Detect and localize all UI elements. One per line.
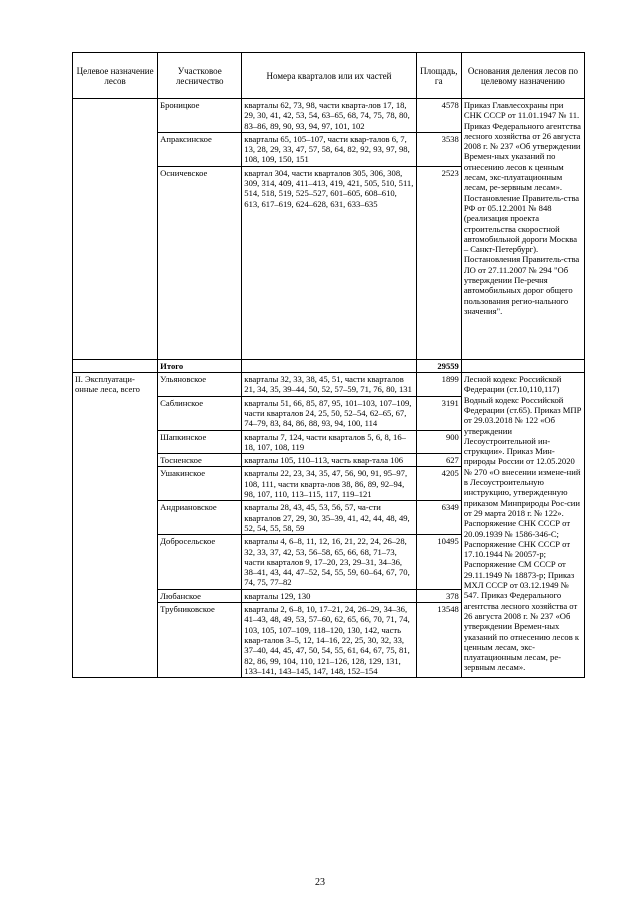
header-quarters: Номера кварталов или их частей <box>242 53 416 99</box>
district-cell: Саблинское <box>158 396 242 430</box>
area-cell: 3538 <box>416 132 461 166</box>
document-page <box>72 52 585 678</box>
total-label: Итого <box>158 359 242 372</box>
district-cell: Тосненское <box>158 454 242 467</box>
district-cell: Любанское <box>158 589 242 602</box>
header-basis: Основания деления лесов по целевому назначению <box>461 53 584 99</box>
quarters-cell: кварталы 129, 130 <box>242 589 416 602</box>
quarters-cell: кварталы 4, 6–8, 11, 12, 16, 21, 22, 24, 26–28, 32, 33, 37, 42, 53, 56–58, 65, 66, 68, 71–73, части кварталов 9, 17–20, 23, 29–31, 34–36, 38–41, 43, 44, 47–52, 54, 55, 59, 60–64, 67, 70, 74, 75, 77–82 <box>242 535 416 589</box>
quarters-cell: кварталы 2, 6–8, 10, 17–21, 24, 26–29, 34–36, 41–43, 48, 49, 53, 57–60, 62, 65, 66, 70, 71, 74, 103, 105, 107–109, 118–120, 130, 142, часть квар-талов 3–5, 12, 14–16, 22, 25, 30, 32, 33, 37–40, 44, 45, 47, 50, 54, 55, 61, 64, 67, 75, 81, 82, 86, 99, 104, 110, 121–126, 128, 129, 131, 133–141, 143–145, 147, 148, 152–154 <box>242 603 416 678</box>
district-cell: Ульяновское <box>158 373 242 397</box>
header-area: Площадь, га <box>416 53 461 99</box>
quarters-cell: кварталы 28, 43, 45, 53, 56, 57, ча-сти кварталов 27, 29, 30, 35–39, 41, 42, 44, 48, 49, 52, 54, 55, 58, 59 <box>242 501 416 535</box>
area-cell: 900 <box>416 430 461 454</box>
district-cell: Ушакинское <box>158 467 242 501</box>
district-cell: Броницкое <box>158 99 242 133</box>
area-cell: 627 <box>416 454 461 467</box>
basis-cell: Лесной кодекс Российской Федерации (ст.10,110,117) Водный кодекс Российской Федерации (ст.65). Приказ МПР от 29.03.2018 № 122 «Об утверждении Лесоустроительной ин-струкции». Приказ Мин-природы России от 12.05.2020 № 270 «О внесении измене-ний в Лесоустроительную инструкцию, утвержденную приказом Минприроды Рос-сии от 29 марта 2018 г. № 122». Распоряжение СНК СССР от 20.09.1939 № 1586-346-С; Распоряжение СНК СССР от 17.10.1944 № 20057-р; Распоряжение СМ СССР от 29.11.1949 № 18873-р; Приказ МХЛ СССР от 03.12.1949 № 547. Приказ Федерального агентства лесного хозяйства от 26 августа 2008 г. № 237 «Об утверждении Времен-ных указаний по отнесению лесов к ценным лесам, экс-плуатационным лесам, ре-зервным лесам». <box>461 373 584 678</box>
area-cell: 10495 <box>416 535 461 589</box>
district-cell: Андриановское <box>158 501 242 535</box>
basis-cell: Приказ Главлесохраны при СНК СССР от 11.01.1947 № 11. Приказ Федерального агентства лесного хозяйства от 26 августа 2008 г. № 237 «Об утверждении Времен-ных указаний по отнесению лесов к ценным лесам, экс-плуатационным лесам, ре-зервным лесам». Постановление Правитель-ства РФ от 05.12.2001 № 848 (реализация проекта строительства скоростной автомобильной дороги Москва – Санкт-Петербург). Постановления Правитель-ства ЛО от 27.11.2007 № 294 "Об утверждении Пе-речня автомобильных дорог общего пользования регио-нального значения". <box>461 99 584 360</box>
purpose-cell: II. Эксплуатаци-онные леса, всего <box>73 373 158 678</box>
area-cell: 1899 <box>416 373 461 397</box>
table-row <box>73 99 585 133</box>
area-cell: 13548 <box>416 603 461 678</box>
purpose-cell-empty <box>73 99 158 360</box>
total-purpose-empty <box>73 359 158 372</box>
quarters-cell: кварталы 62, 73, 98, части кварта-лов 17, 18, 29, 30, 41, 42, 53, 54, 63–65, 68, 74, 75, 78, 80, 83–86, 89, 90, 93, 94, 97, 101, 102 <box>242 99 416 133</box>
quarters-cell: кварталы 7, 124, части кварталов 5, 6, 8, 16–18, 107, 108, 119 <box>242 430 416 454</box>
page-number: 23 <box>315 877 325 888</box>
district-cell: Шапкинское <box>158 430 242 454</box>
district-cell: Апраксинское <box>158 132 242 166</box>
total-area: 29559 <box>416 359 461 372</box>
area-cell: 378 <box>416 589 461 602</box>
total-basis-empty <box>461 359 584 372</box>
quarters-cell: кварталы 22, 23, 34, 35, 47, 56, 90, 91, 95–97, 108, 111, части кварта-лов 38, 86, 89, 92–94, 98, 107, 110, 113–115, 117, 119–121 <box>242 467 416 501</box>
quarters-cell: кварталы 51, 66, 85, 87, 95, 101–103, 107–109, части кварталов 24, 25, 50, 52–54, 62–65, 67, 74–79, 83, 84, 86, 88, 93, 94, 100, 114 <box>242 396 416 430</box>
total-quarters-empty <box>242 359 416 372</box>
quarters-cell: кварталы 65, 105–107, части квар-талов 6, 7, 13, 28, 29, 33, 47, 57, 58, 64, 82, 92, 93, 97, 98, 108, 109, 150, 151 <box>242 132 416 166</box>
district-cell: Добросельское <box>158 535 242 589</box>
quarters-cell: кварталы 32, 33, 38, 45, 51, части кварталов 21, 34, 35, 39–44, 50, 52, 57–59, 71, 76, 80, 131 <box>242 373 416 397</box>
table-header-row <box>73 53 585 99</box>
district-cell: Трубниковское <box>158 603 242 678</box>
forest-purpose-table <box>72 52 585 678</box>
table-row <box>73 373 585 397</box>
header-purpose: Целевое назначение лесов <box>73 53 158 99</box>
area-cell: 4205 <box>416 467 461 501</box>
area-cell: 6349 <box>416 501 461 535</box>
district-cell: Осничевское <box>158 166 242 359</box>
total-row <box>73 359 585 372</box>
area-cell: 2523 <box>416 166 461 359</box>
header-district: Участковое лесничество <box>158 53 242 99</box>
area-cell: 3191 <box>416 396 461 430</box>
quarters-cell: кварталы 105, 110–113, часть квар-тала 106 <box>242 454 416 467</box>
quarters-cell: квартал 304, части кварталов 305, 306, 308, 309, 314, 409, 411–413, 419, 421, 505, 510, 511, 514, 518, 519, 525–527, 601–605, 608–610, 613, 617–619, 624–628, 631, 633–635 <box>242 166 416 359</box>
area-cell: 4578 <box>416 99 461 133</box>
